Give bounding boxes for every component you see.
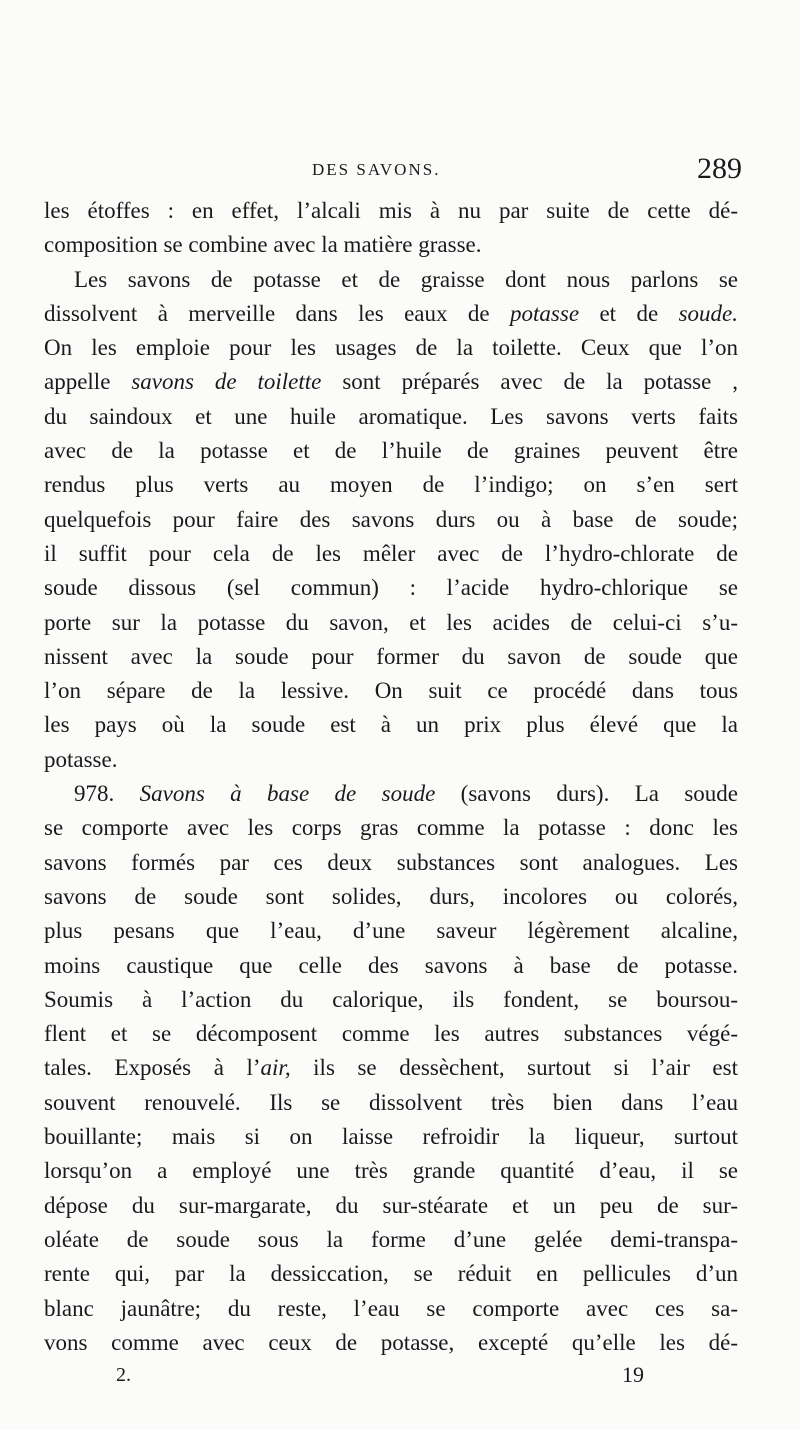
text-line	[44, 949, 738, 983]
italic-term: potasse	[510, 300, 580, 326]
text-line	[44, 1154, 738, 1188]
text-line	[44, 1223, 738, 1257]
text-run: du saindoux et une huile aromatique. Les savons verts faits	[44, 403, 738, 429]
sheet-number: 19	[622, 1362, 644, 1387]
text-line	[44, 365, 738, 399]
text-line	[44, 228, 738, 262]
text-line	[44, 880, 738, 914]
text-run: l’on sépare de la lessive. On suit ce procédé dans tous	[44, 678, 738, 704]
text-run: 978.	[74, 781, 140, 807]
text-run: avec de la potasse et de l’huile de graines peuvent être	[44, 438, 738, 464]
page-number: 289	[697, 152, 742, 185]
text-run: potasse.	[44, 746, 118, 772]
text-line	[44, 400, 738, 434]
running-head	[44, 152, 744, 192]
text-run: savons de soude sont solides, durs, incolores ou colorés,	[44, 883, 738, 909]
text-run: Les savons de potasse et de graisse dont nous parlons se	[74, 266, 738, 292]
text-run: et de	[579, 300, 679, 326]
text-line	[44, 571, 738, 605]
text-run: rente qui, par la dessiccation, se réduit en pellicules d’un	[44, 1261, 738, 1287]
text-run: vons comme avec ceux de potasse, excepté qu’elle les dé-	[44, 1329, 738, 1355]
text-run: porte sur la potasse du savon, et les acides de celui-ci s’u-	[44, 609, 738, 635]
text-run: nissent avec la soude pour former du savon de soude que	[44, 643, 738, 669]
text-line	[44, 983, 738, 1017]
text-run: rendus plus verts au moyen de l’indigo; on s’en sert	[44, 472, 738, 498]
text-run: (savons durs). La soude	[435, 781, 739, 807]
text-run: Soumis à l’action du calorique, ils fondent, se boursou-	[44, 986, 738, 1012]
text-run: ils se dessèchent, surtout si l’air est	[290, 1055, 738, 1081]
text-line	[44, 331, 738, 365]
text-line	[44, 606, 738, 640]
text-line	[44, 674, 738, 708]
text-run: sont préparés avec de la potasse ,	[321, 369, 739, 395]
italic-term: Savons à base de soude	[139, 781, 436, 807]
text-run: il suffit pour cela de les mêler avec de l’hydro-chlorate de	[44, 540, 738, 566]
text-run: plus pesans que l’eau, d’une saveur légèrement alcaline,	[44, 918, 738, 944]
text-line	[44, 1189, 738, 1223]
text-line	[44, 434, 738, 468]
text-run: moins caustique que celle des savons à base de potasse.	[44, 952, 738, 978]
italic-term: soude.	[678, 300, 739, 326]
text-line	[44, 263, 738, 297]
text-run: les pays où la soude est à un prix plus élevé que la	[44, 712, 738, 738]
text-run: les étoffes : en effet, l’alcali mis à nu par suite de cette dé-	[44, 198, 738, 223]
text-run: quelquefois pour faire des savons durs ou à base de soude;	[44, 506, 738, 532]
text-run: se comporte avec les corps gras comme la potasse : donc les	[44, 815, 738, 841]
text-line	[44, 846, 738, 880]
text-line	[44, 1051, 738, 1085]
text-line	[44, 1086, 738, 1120]
text-line	[44, 811, 738, 845]
text-run: composition se combine avec la matière grasse.	[44, 232, 482, 258]
page-footer	[44, 1362, 738, 1392]
text-line	[44, 503, 738, 537]
text-run: bouillante; mais si on laisse refroidir la liqueur, surtout	[44, 1124, 738, 1150]
text-line	[44, 468, 738, 502]
text-line	[44, 1326, 738, 1360]
italic-term: savons de toilette	[131, 369, 322, 395]
text-line	[44, 743, 738, 777]
text-run: oléate de soude sous la forme d’une gelée demi-transpa-	[44, 1226, 738, 1252]
text-run: tales. Exposés à l’	[44, 1055, 261, 1081]
text-line	[44, 1257, 738, 1291]
text-run: savons formés par ces deux substances sont analogues. Les	[44, 849, 738, 875]
text-run: souvent renouvelé. Ils se dissolvent très bien dans l’eau	[44, 1089, 738, 1115]
text-line	[44, 914, 738, 948]
text-run: appelle	[44, 369, 132, 395]
text-line	[44, 297, 738, 331]
signature-mark: 2.	[116, 1364, 131, 1386]
text-line	[44, 194, 738, 228]
text-run: blanc jaunâtre; du reste, l’eau se comporte avec ces sa-	[44, 1295, 738, 1321]
italic-term: air,	[260, 1055, 291, 1081]
text-line	[44, 1017, 738, 1051]
text-run: flent et se décomposent comme les autres substances végé-	[44, 1021, 738, 1047]
text-run: dépose du sur-margarate, du sur-stéarate et un peu de sur-	[44, 1192, 738, 1218]
text-line	[44, 640, 738, 674]
text-run: lorsqu’on a employé une très grande quantité d’eau, il se	[44, 1158, 738, 1184]
text-line	[44, 1292, 738, 1326]
text-run: On les emploie pour les usages de la toilette. Ceux que l’on	[44, 335, 738, 361]
text-line	[44, 537, 738, 571]
running-title: DES SAVONS.	[312, 160, 441, 179]
body-text	[44, 194, 738, 1360]
text-line	[44, 708, 738, 742]
text-run: dissolvent à merveille dans les eaux de	[44, 300, 511, 326]
text-line	[44, 1120, 738, 1154]
text-line	[44, 777, 738, 811]
text-run: soude dissous (sel commun) : l’acide hydro-chlorique se	[44, 575, 738, 601]
